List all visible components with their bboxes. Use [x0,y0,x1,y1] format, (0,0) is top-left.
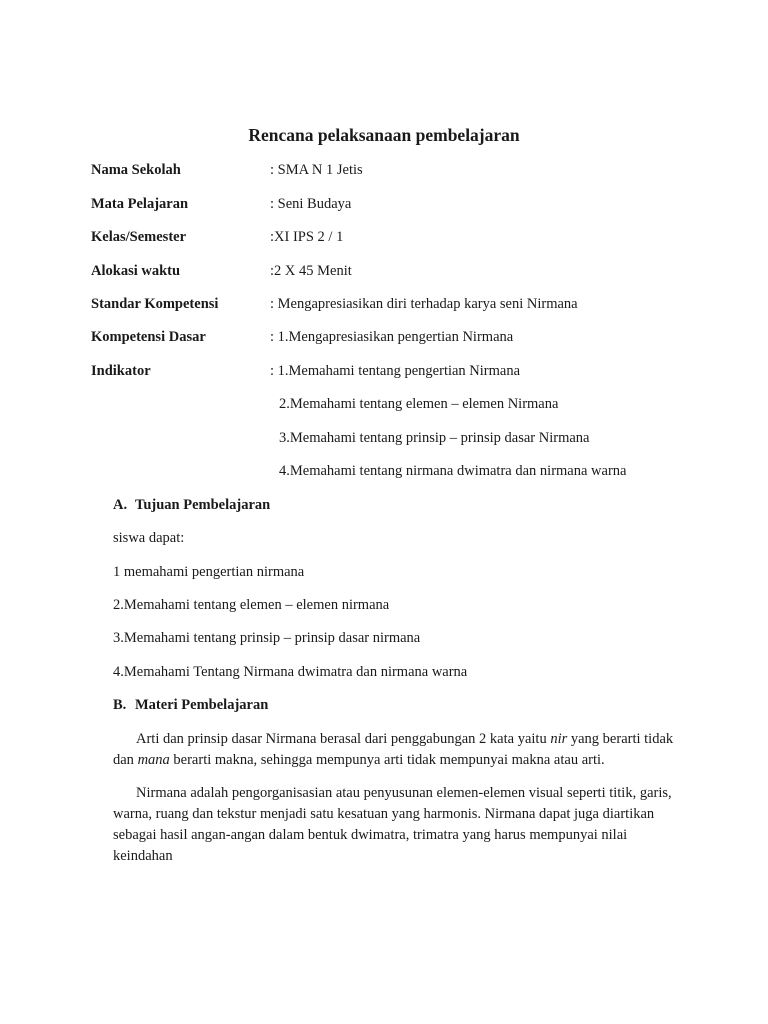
field-row-indikator [0,361,768,381]
field-label: Indikator [91,363,151,379]
field-label: Standar Kompetensi [91,296,219,312]
section-heading-text: Materi Pembelajaran [135,697,269,713]
field-row-standar-kompetensi [0,294,768,314]
materi-paragraph-2: Nirmana adalah pengorganisasian atau penyusunan elemen-elemen visual seperti titik, garis, warna, ruang dan tekstur menjadi satu kesatuan yang harmonis. Nirmana dapat juga diartikan sebagai hasil angan-angan dalam bentuk dwimatra, trimatra yang harus mempunyai nilai keindahan [113,785,672,864]
tujuan-item: 1 memahami pengertian nirmana [113,564,305,580]
field-value: : 1.Mengapresiasikan pengertian Nirmana [270,329,514,345]
field-row-nama-sekolah [0,160,768,180]
section-letter: A. [113,497,128,513]
section-letter: B. [113,697,127,713]
section-heading-materi [113,695,268,715]
materi-paragraph-1 [113,729,678,771]
indikator-item [0,394,768,414]
indikator-item-text: 4.Memahami tentang nirmana dwimatra dan nirmana warna [279,463,627,479]
field-value: :XI IPS 2 / 1 [270,229,344,245]
tujuan-item: 3.Memahami tentang prinsip – prinsip dasar nirmana [113,630,421,646]
section-heading-tujuan [113,495,270,515]
field-row-kelas-semester [0,227,768,247]
field-label: Kelas/Semester [91,229,187,245]
indikator-item [0,461,768,481]
field-value: : Seni Budaya [270,196,352,212]
field-value: : Mengapresiasikan diri terhadap karya seni Nirmana [270,296,578,312]
field-label: Kompetensi Dasar [91,329,206,345]
field-row-mata-pelajaran [0,194,768,214]
field-label: Mata Pelajaran [91,196,189,212]
field-value: :2 X 45 Menit [270,263,352,279]
section-heading-text: Tujuan Pembelajaran [135,497,271,513]
field-value: : SMA N 1 Jetis [270,162,363,178]
document-title: Rencana pelaksanaan pembelajaran [248,125,520,145]
field-row-alokasi-waktu [0,261,768,281]
field-label: Alokasi waktu [91,263,181,279]
field-label: Nama Sekolah [91,162,181,178]
tujuan-intro: siswa dapat: [113,530,185,546]
tujuan-item: 4.Memahami Tentang Nirmana dwimatra dan nirmana warna [113,664,468,680]
term-mana: mana [137,752,170,768]
indikator-item-text: 2.Memahami tentang elemen – elemen Nirmana [279,396,559,412]
paragraph-text: yang berarti tidak dan [113,731,674,768]
field-value: : 1.Memahami tentang pengertian Nirmana [270,363,521,379]
indikator-item-text: 3.Memahami tentang prinsip – prinsip dasar Nirmana [279,430,590,446]
paragraph-text: Arti dan prinsip dasar Nirmana berasal dari penggabungan 2 kata yaitu [136,731,551,747]
paragraph-text: berarti makna, sehingga mempunya arti tidak mempunyai makna atau arti. [169,752,605,768]
indikator-item [0,428,768,448]
tujuan-item: 2.Memahami tentang elemen – elemen nirmana [113,597,390,613]
field-row-kompetensi-dasar [0,327,768,347]
term-nir: nir [550,731,568,747]
